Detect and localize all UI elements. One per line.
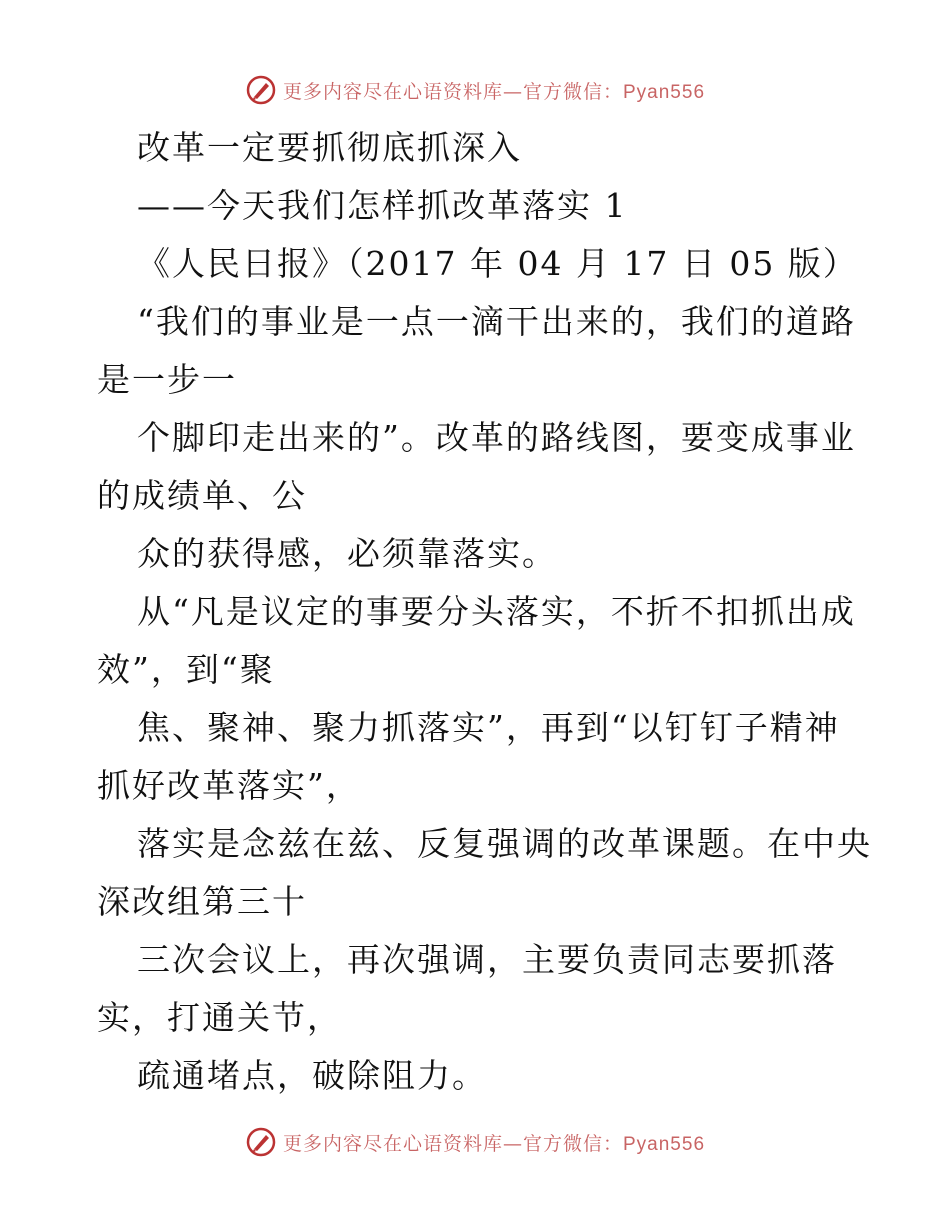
paragraph-line: 焦、聚神、聚力抓落实”，再到“以钉钉子精神 [137, 708, 840, 747]
pen-logo-icon [245, 74, 277, 106]
paragraph-line: 三次会议上，再次强调，主要负责同志要抓落 [137, 940, 837, 979]
paragraph-line: 疏通堵点，破除阻力。 [137, 1056, 487, 1095]
banner-text [283, 1129, 705, 1156]
header-banner [0, 70, 950, 110]
paragraph-line: 是一步一 [97, 360, 237, 399]
paragraph-line: 从“凡是议定的事要分头落实，不折不扣抓出成 [137, 592, 856, 631]
banner-wechat-id: Pyan556 [623, 81, 706, 103]
footer-banner [0, 1122, 950, 1162]
banner-main-text: 更多内容尽在心语资料库—官方微信： [282, 1132, 623, 1155]
paragraph-line: 深改组第三十 [97, 882, 307, 921]
doc-subtitle: ——今天我们怎样抓改革落实 1 [137, 186, 628, 225]
pen-logo-icon [245, 1126, 277, 1158]
paragraph-line: 效”，到“聚 [97, 650, 275, 689]
paragraph-line: 实，打通关节， [97, 998, 342, 1037]
paragraph-line: 众的获得感，必须靠落实。 [137, 534, 557, 573]
paragraph-line: “我们的事业是一点一滴干出来的，我们的道路 [137, 302, 856, 341]
banner-wechat-id: Pyan556 [623, 1133, 706, 1155]
banner-main-text: 更多内容尽在心语资料库—官方微信： [282, 80, 623, 103]
paragraph-line: 抓好改革落实”， [97, 766, 361, 805]
doc-source: 《人民日报》（2017 年 04 月 17 日 05 版） [137, 244, 858, 283]
paragraph-line: 的成绩单、公 [97, 476, 307, 515]
paragraph-line: 个脚印走出来的”。改革的路线图，要变成事业 [137, 418, 856, 457]
doc-title: 改革一定要抓彻底抓深入 [137, 128, 522, 167]
paragraph-line: 落实是念兹在兹、反复强调的改革课题。在中央 [137, 824, 872, 863]
banner-text [283, 77, 705, 104]
